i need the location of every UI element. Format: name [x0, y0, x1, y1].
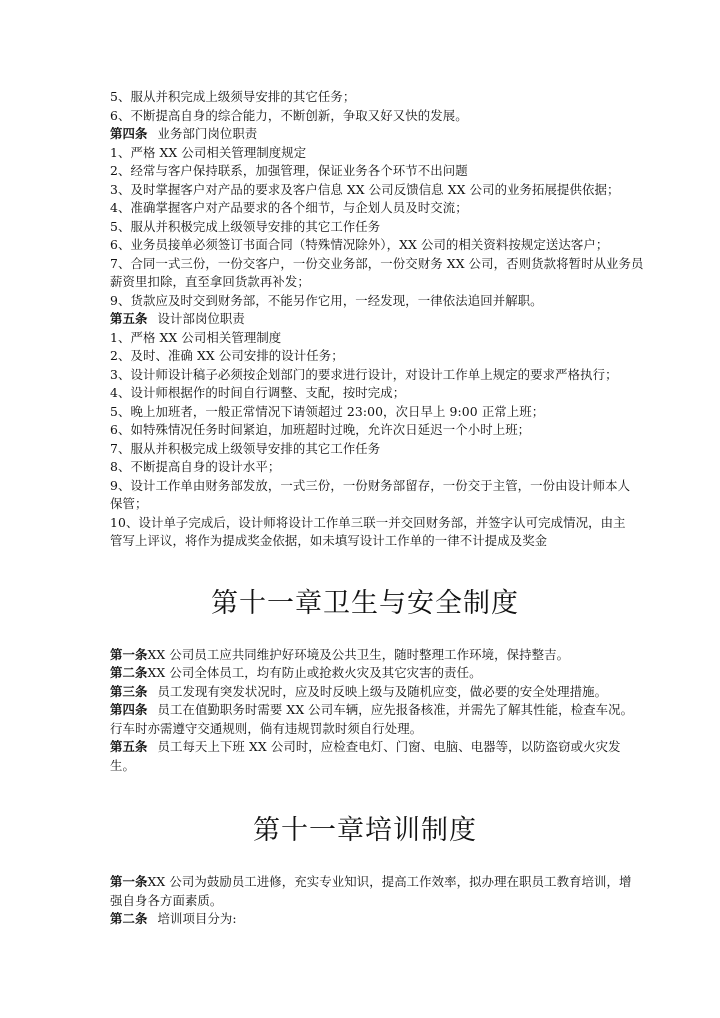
chapter-heading-training: 第十一章培训制度 — [253, 815, 477, 846]
text-line: 5、服从并积完成上级须导安排的其它任务； — [110, 89, 356, 104]
clause-continuation: 生。 — [110, 757, 135, 773]
text-line: 9、货款应及时交到财务部，不能另作它用，一经发现，一律依法追回并解职。 — [110, 292, 543, 308]
clause-text: XX 公司为鼓励员工进修，充实专业知识，提高工作效率，拟办理在职员工教育培训，增 — [147, 874, 632, 889]
article-label: 第五条 — [110, 311, 148, 326]
document-page — [110, 88, 644, 929]
clause-label: 第五条 — [110, 739, 148, 754]
clause — [110, 873, 632, 892]
chapter-training-body — [110, 873, 632, 929]
clause-text: XX 公司员工应共同维护好环境及公共卫生，随时整理工作环境，保持整吉。 — [147, 646, 570, 662]
clause-label: 第二条 — [110, 911, 148, 926]
clause — [110, 910, 620, 929]
clause-continuation: 行车时亦需遵守交通规则，倘有违规罚款时须自行处理。 — [110, 720, 423, 736]
text-line: 4、准确掌握客户对产品要求的各个细节，与企划人员及时交流； — [110, 200, 468, 215]
article-5 — [110, 310, 631, 551]
clause — [110, 646, 620, 665]
text-line: 6、如特殊情况任务时间紧迫，加班超时过晚，允许次日延迟一个小时上班； — [110, 422, 531, 437]
text-line: 2、经常与客户保持联系，加强管理，保证业务各个环节不出问题 — [110, 163, 468, 178]
text-line: 5、晚上加班者，一般正常情况下请领超过 23:00，次日早上 9:00 正常上班； — [110, 403, 545, 419]
clause — [110, 683, 620, 702]
text-line: 6、不断提高自身的综合能力，不断创新，争取又好又快的发展。 — [110, 107, 468, 123]
text-line: 5、服从并积极完成上级领导安排的其它工作任务 — [110, 218, 381, 234]
clause — [110, 701, 634, 720]
text-line: 6、业务员接单必须签订书面合同（特殊情况除外），XX 公司的相关资料按规定送达客户； — [110, 237, 609, 252]
text-line: 10、设计单子完成后，设计师将设计工作单三联一并交回财务部，并签字认可完成情况，由主 — [110, 514, 626, 530]
clause-text: 员工每天上下班 XX 公司时，应检查电灯、门窗、电脑、电器等，以防盗窃或火灾发 — [157, 739, 621, 754]
clause — [110, 664, 620, 683]
clause-label: 第一条 — [110, 646, 148, 662]
text-line: 3、设计师设计稿子必须按企划部门的要求进行设计，对设计工作单上规定的要求严格执行； — [110, 366, 618, 382]
text-line: 8、不断提高自身的设计水平； — [110, 459, 281, 474]
text-line: 1、严格 XX 公司相关管理制度 — [110, 329, 282, 345]
text-line: 1、严格 XX 公司相关管理制度规定 — [110, 144, 307, 160]
clause-label: 第二条 — [110, 665, 148, 680]
clause-label: 第一条 — [110, 874, 148, 889]
article-title: 设计部岗位职责 — [157, 311, 245, 326]
text-line: 9、设计工作单由财务部发放，一式三份，一份财务部留存，一份交于主管，一份由设计师本人 — [110, 477, 631, 493]
chapter-safety-body — [110, 646, 634, 776]
clause-text: 员工发现有突发状况时，应及时反映上级与及随机应变，做必要的安全处理措施。 — [157, 683, 608, 699]
text-line: 2、及时、准确 XX 公司安排的设计任务； — [110, 348, 344, 363]
clause-label: 第三条 — [110, 683, 148, 699]
text-line: 4、设计师根据作的时间自行调整、支配，按时完成； — [110, 385, 406, 400]
article-label: 第四条 — [110, 126, 148, 141]
article-4 — [110, 125, 644, 310]
text-line: 7、服从并积极完成上级领导安排的其它工作任务 — [110, 440, 381, 456]
article-heading — [110, 310, 620, 329]
text-line: 保管； — [110, 496, 148, 511]
chapter-heading-safety: 第十一章卫生与安全制度 — [211, 587, 519, 619]
clause-text: 培训项目分为: — [157, 911, 237, 926]
clause-label: 第四条 — [110, 702, 148, 717]
text-line: 7、合同一式三份，一份交客户，一份交业务部，一份交财务 XX 公司，否则货款将暂时从业务员 — [110, 255, 644, 271]
clause-text: XX 公司全体员工，均有防止或抢救火灾及其它灾害的责任。 — [147, 665, 482, 680]
text-line: 管写上评议，将作为提成奖金依据，如未填写设计工作单的一律不计提成及奖金 — [110, 533, 548, 548]
article-title: 业务部门岗位职责 — [157, 126, 258, 141]
clause — [110, 738, 620, 757]
clause-continuation: 强自身各方面素质。 — [110, 892, 223, 908]
previous-section — [110, 88, 620, 125]
clause-text: 员工在值勤职务时需要 XX 公司车辆，应先报备核准，并需先了解其性能，检查车况。 — [157, 702, 634, 717]
text-line: 薪资里扣除，直至拿回货款再补发； — [110, 274, 310, 289]
article-heading — [110, 125, 620, 144]
text-line: 3、及时掌握客户对产品的要求及客户信息 XX 公司反馈信息 XX 公司的业务拓展提供依据； — [110, 181, 620, 197]
